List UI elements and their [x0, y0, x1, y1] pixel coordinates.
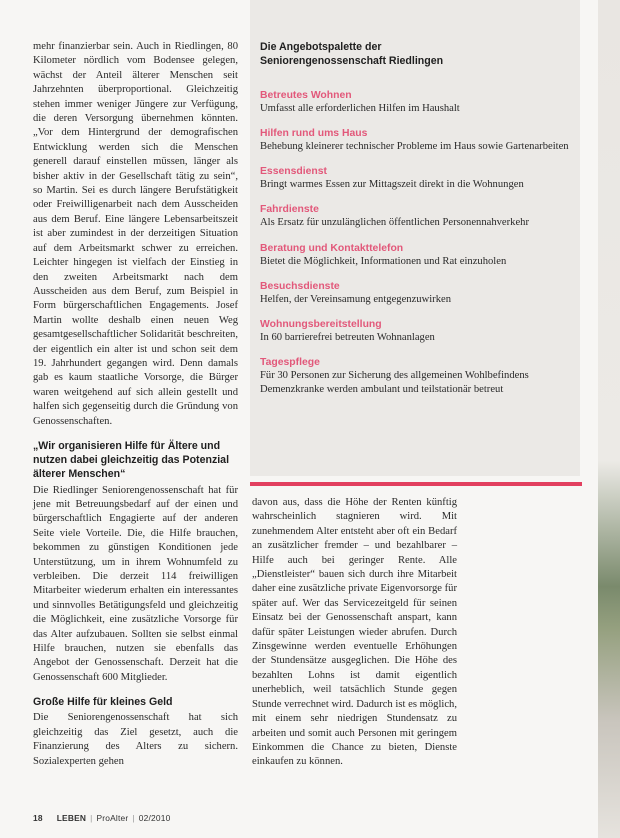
service-item [260, 280, 575, 307]
service-heading: Hilfen rund ums Haus [260, 128, 368, 140]
service-heading: Tagespflege [260, 357, 320, 369]
service-description: Bietet die Möglichkeit, Informationen und Rat einzuholen [260, 255, 507, 267]
service-item [260, 356, 575, 397]
service-description: Demenzkranke werden ambulant und teilstationär betreut [260, 384, 504, 396]
pink-divider-rule [250, 482, 582, 486]
services-info-box [250, 0, 580, 476]
right-text-column [252, 496, 457, 770]
service-heading: Beratung und Kontakttelefon [260, 242, 404, 254]
service-heading: Essensdienst [260, 166, 327, 178]
service-heading: Fahrdienste [260, 204, 319, 216]
section-heading: „Wir organisieren Hilfe für Ältere und nutzen dabei gleichzeitig das Potenzial älterer Menschen“ [33, 439, 230, 481]
footer-separator: | [132, 813, 135, 823]
magazine-name: ProAlter [96, 813, 129, 823]
service-heading: Wohnungsbereitstellung [260, 319, 382, 331]
service-item [260, 242, 575, 269]
left-text-column [33, 40, 238, 769]
service-description: Helfen, der Vereinsamung entgegenzuwirken [260, 293, 452, 305]
service-description: Behebung kleinerer technischer Probleme im Haus sowie Gartenarbeiten [260, 141, 569, 153]
service-description: In 60 barrierefrei betreuten Wohnanlagen [260, 332, 435, 344]
service-item [260, 127, 575, 154]
page-number: 18 [33, 813, 43, 823]
service-description: Für 30 Personen zur Sicherung des allgemeinen Wohlbefindens [260, 370, 529, 382]
box-title: Die Angebotspalette der Seniorengenossenschaft Riedlingen [260, 41, 444, 68]
page-footer [33, 813, 170, 823]
service-item [260, 89, 575, 116]
service-heading: Besuchsdienste [260, 280, 340, 292]
service-item [260, 165, 575, 192]
body-paragraph: davon aus, dass die Höhe der Renten künftig wahrscheinlich stagnieren wird. Mit zunehmendem Alter entsteht aber oft ein Bedarf an zusätzlicher fremder – und bezahlbarer – Hilfe auch bei geringer Rente. Alle „Dienstleister“ bauen sich durch ihre Mitarbeit daher eine zusätzliche private Eigenvorsorge für später auf. Wer das Servicezeitgeld für seinen Einsatz bei der Genossenschaft anspart, kann dafür später Leistungen wieder abrufen. Durch Zinsgewinne werden eventuelle Erhöhungen der Stundensätze ausgeglichen. Die Höhe des bezahlten Lohns ist damit eigentlich unerheblich, weil tatsächlich Stunde gegen Stunde verrechnet wird. Dadurch ist es möglich, mit einem sehr niedrigen Stundensatz zu arbeiten und somit auch Personen mit geringem Einkommen die Chance zu bieten, Dienste einkaufen zu können. [252, 497, 457, 768]
service-description: Umfasst alle erforderlichen Hilfen im Haushalt [260, 102, 460, 114]
section-name: LEBEN [56, 813, 87, 823]
service-description: Bringt warmes Essen zur Mittagszeit direkt in die Wohnungen [260, 179, 524, 191]
body-paragraph: mehr finanzierbar sein. Auch in Riedlingen, 80 Kilometer nördlich vom Bodensee gelegen, wächst der Anteil älterer Menschen seit Jahrzehnten überproportional. Gleichzeitig stehen immer weniger Jüngere zur Verfügung, die deren Versorgung übernehmen könnten. „Vor dem Hintergrund der demografischen Entwicklung werden sich die Menschen generell darauf einstellen müssen, länger als bisher aktiv in der Gesellschaft tätig zu sein“, so Martin. Sei es durch längere Berufstätigkeit oder Freiwilligenarbeit nach dem Ausscheiden aus dem Beruf. Eine längere Lebensarbeitszeit ist aber zumindest in der derzeitigen Situation auf dem Arbeitsmarkt schwer zu erreichen. Leichter hingegen ist vielfach der Einstieg in den zweiten Arbeitsmarkt nach dem Ausscheiden aus dem Beruf, zum Beispiel in Form bürgerschaftlichen Engagements. Josef Martin wollte deshalb einen neuen Weg gesamtgesellschaftlicher Solidarität beschreiten, der eigentlich ein alter ist und schon seit dem 19. Jahrhundert gegangen wird. Denn damals gab es kaum staatliche Vorsorge, die Bürger waren weitgehend auf sich allein gestellt und halfen sich gegenseitig durch die Gründung von Genossenschaften. [33, 41, 238, 427]
service-item [260, 203, 575, 230]
service-heading: Betreutes Wohnen [260, 89, 352, 101]
body-paragraph: Die Riedlinger Seniorengenossenschaft hat für jene mit Betreuungsbedarf auf der einen und bürgerschaftlich Engagierte auf der anderen Seite viele Vorteile. Die, die Hilfe brauchen, bekommen zu günstigen Konditionen jede Unterstützung, um in ihrem Wohnumfeld zu verbleiben. Die derzeit 114 freiwilligen Mitarbeiter wiederum erhalten ein interessantes und sinnvolles Betätigungsfeld und gleichzeitig die Möglichkeit, eine zusätzliche Vorsorge für das Alter aufzubauen. Sollten sie selbst einmal Hilfe brauchen, nutzen sie ebenfalls das Angebot der Genossenschaft. Derzeit hat die Genossenschaft 600 Mitglieder. [33, 484, 238, 683]
footer-separator: | [90, 813, 93, 823]
adjacent-page-edge [598, 0, 620, 838]
section-heading: Große Hilfe für kleines Geld [33, 696, 173, 709]
service-item [260, 318, 575, 345]
service-description: Als Ersatz für unzulänglichen öffentlichen Personennahverkehr [260, 217, 529, 229]
body-paragraph: Die Seniorengenossenschaft hat sich gleichzeitig das Ziel gesetzt, auch die Finanzierung des Alters zu sichern. Sozialexperten gehen [33, 712, 238, 767]
issue-number: 02/2010 [138, 813, 171, 823]
